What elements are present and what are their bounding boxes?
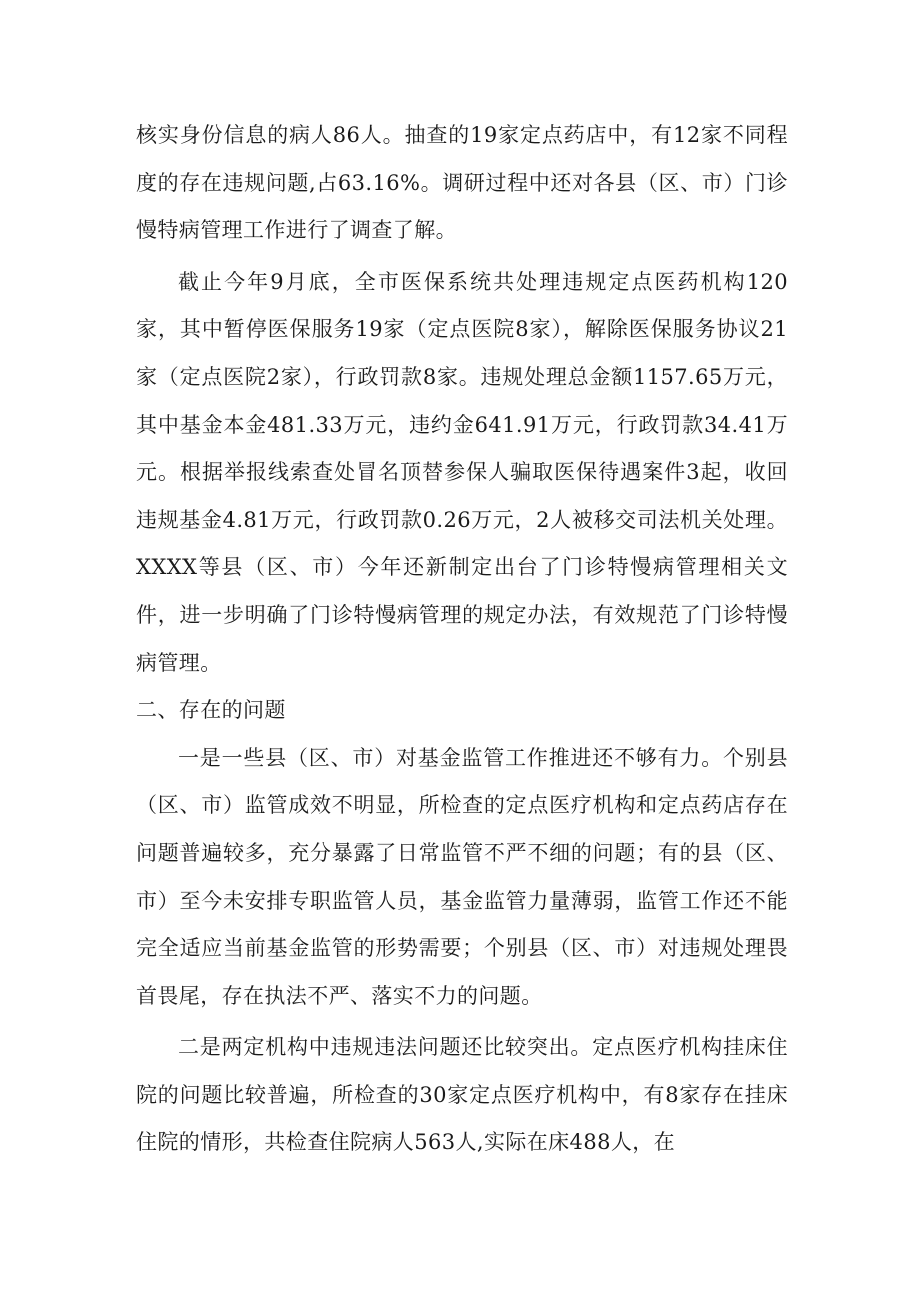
paragraph-problem-one: 一是一些县（区、市）对基金监管工作推进还不够有力。个别县（区、市）监管成效不明显，所检查的定点医疗机构和定点药店存在问题普遍较多，充分暴露了日常监管不严不细的问题；有的县（区、市）至今未安排专职监管人员，基金监管力量薄弱，监管工作还不能完全适应当前基金监管的形势需要；个别县（区、市）对违规处理畏首畏尾，存在执法不严、落实不力的问题。 <box>136 745 788 1008</box>
section-heading: 二、存在的问题 <box>136 698 286 723</box>
paragraph-problem-two: 二是两定机构中违规违法问题还比较突出。定点医疗机构挂床住院的问题比较普遍，所检查的30家定点医疗机构中，有8家存在挂床住院的情形，共检查住院病人563人,实际在床488人，在 <box>136 1035 788 1155</box>
paragraph-case-statistics: 截止今年9月底，全市医保系统共处理违规定点医药机构120家，其中暂停医保服务19家（定点医院8家），解除医保服务协议21家（定点医院2家），行政罚款8家。违规处理总金额1157.65万元，其中基金本金481.33万元，违约金641.91万元，行政罚款34.41万元。根据举报线索查处冒名顶替参保人骗取医保待遇案件3起，收回违规基金4.81万元，行政罚款0.26万元，2人被移交司法机关处理。XXXX等县（区、市）今年还新制定出台了门诊特慢病管理相关文件，进一步明确了门诊特慢病管理的规定办法，有效规范了门诊特慢病管理。 <box>136 269 788 675</box>
paragraph-continuation: 核实身份信息的病人86人。抽查的19家定点药店中，有12家不同程度的存在违规问题,占63.16%。调研过程中还对各县（区、市）门诊慢特病管理工作进行了调查了解。 <box>136 123 788 243</box>
document-body <box>136 112 788 1167</box>
